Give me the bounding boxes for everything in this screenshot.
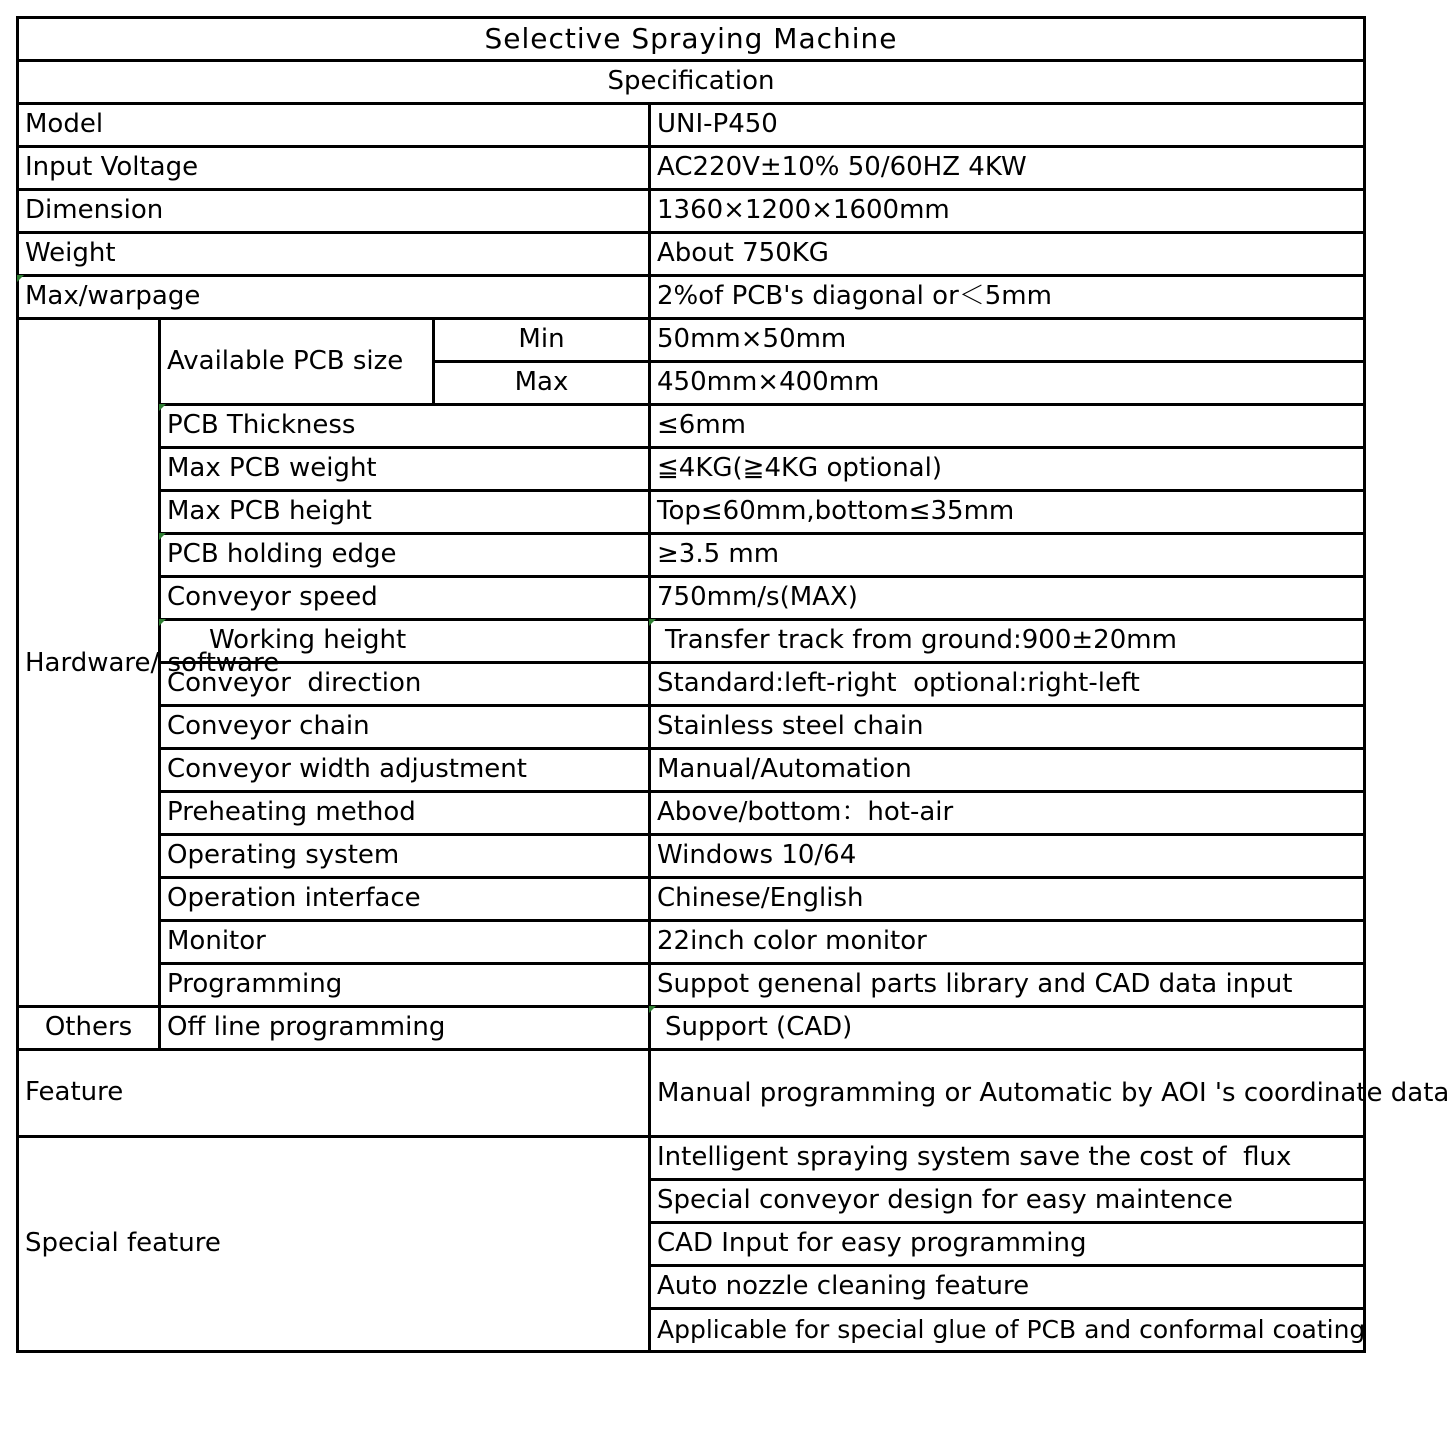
row-label: Max PCB weight bbox=[160, 448, 650, 491]
row-label: Monitor bbox=[160, 921, 650, 964]
table-row bbox=[18, 964, 1365, 1007]
row-label: Input Voltage bbox=[18, 147, 650, 190]
row-value: 750mm/s(MAX) bbox=[650, 577, 1365, 620]
pcb-size-min-label: Min bbox=[434, 319, 650, 362]
row-value: Above/bottom：hot-air bbox=[650, 792, 1365, 835]
title-row bbox=[18, 18, 1365, 61]
row-value: Manual/Automation bbox=[650, 749, 1365, 792]
row-value: ≦4KG(≧4KG optional) bbox=[650, 448, 1365, 491]
row-label: Conveyor direction bbox=[160, 663, 650, 706]
others-group-label: Others bbox=[18, 1007, 160, 1050]
pcb-size-min-value: 50mm×50mm bbox=[650, 319, 1365, 362]
special-feature-item: Special conveyor design for easy maintence bbox=[650, 1180, 1365, 1223]
row-label: Off line programming bbox=[160, 1007, 650, 1050]
row-label: PCB holding edge bbox=[160, 534, 650, 577]
table-row bbox=[18, 534, 1365, 577]
table-row bbox=[18, 104, 1365, 147]
row-label: Model bbox=[18, 104, 650, 147]
row-label: Preheating method bbox=[160, 792, 650, 835]
row-label: Conveyor speed bbox=[160, 577, 650, 620]
table-row bbox=[18, 319, 1365, 362]
table-title: Selective Spraying Machine bbox=[18, 18, 1365, 61]
table-subtitle: Specification bbox=[18, 61, 1365, 104]
row-value: AC220V±10% 50/60HZ 4KW bbox=[650, 147, 1365, 190]
table-row bbox=[18, 878, 1365, 921]
row-value: Chinese/English bbox=[650, 878, 1365, 921]
row-label: Max/warpage bbox=[18, 276, 650, 319]
table-row bbox=[18, 663, 1365, 706]
special-feature-item: Auto nozzle cleaning feature bbox=[650, 1266, 1365, 1309]
table-row bbox=[18, 491, 1365, 534]
special-feature-item: CAD Input for easy programming bbox=[650, 1223, 1365, 1266]
pcb-size-max-label: Max bbox=[434, 362, 650, 405]
table-row bbox=[18, 405, 1365, 448]
table-row bbox=[18, 620, 1365, 663]
row-label: Operation interface bbox=[160, 878, 650, 921]
table-row bbox=[18, 835, 1365, 878]
table-row bbox=[18, 147, 1365, 190]
row-label: Conveyor width adjustment bbox=[160, 749, 650, 792]
table-row bbox=[18, 921, 1365, 964]
row-label: Operating system bbox=[160, 835, 650, 878]
feature-value: Manual programming or Automatic by AOI 's coordinate data bbox=[650, 1050, 1365, 1137]
row-value: ≥3.5 mm bbox=[650, 534, 1365, 577]
row-value: 1360×1200×1600mm bbox=[650, 190, 1365, 233]
row-value: 22inch color monitor bbox=[650, 921, 1365, 964]
row-label: PCB Thickness bbox=[160, 405, 650, 448]
subtitle-row bbox=[18, 61, 1365, 104]
table-row bbox=[18, 276, 1365, 319]
row-value: Standard:left-right optional:right-left bbox=[650, 663, 1365, 706]
table-row bbox=[18, 749, 1365, 792]
spec-table bbox=[16, 16, 1449, 1353]
pcb-size-label: Available PCB size bbox=[160, 319, 434, 405]
hardware-group-label: Hardware/ software bbox=[18, 319, 160, 1007]
row-label: Working height bbox=[160, 620, 650, 663]
special-feature-label: Special feature bbox=[18, 1137, 650, 1352]
row-value: Suppot genenal parts library and CAD data input bbox=[650, 964, 1365, 1007]
table-row bbox=[18, 233, 1365, 276]
feature-label: Feature bbox=[18, 1050, 650, 1137]
row-value: Support (CAD) bbox=[650, 1007, 1365, 1050]
table-row bbox=[18, 706, 1365, 749]
row-value: Stainless steel chain bbox=[650, 706, 1365, 749]
row-value: UNI-P450 bbox=[650, 104, 1365, 147]
row-label: Weight bbox=[18, 233, 650, 276]
row-label: Conveyor chain bbox=[160, 706, 650, 749]
row-label: Dimension bbox=[18, 190, 650, 233]
special-feature-item: Intelligent spraying system save the cost of flux bbox=[650, 1137, 1365, 1180]
table-row bbox=[18, 190, 1365, 233]
table-row bbox=[18, 1050, 1365, 1137]
pcb-size-max-value: 450mm×400mm bbox=[650, 362, 1365, 405]
table-row bbox=[18, 792, 1365, 835]
row-value: Transfer track from ground:900±20mm bbox=[650, 620, 1365, 663]
special-feature-item: Applicable for special glue of PCB and conformal coating bbox=[650, 1309, 1365, 1352]
row-value: Top≤60mm,bottom≤35mm bbox=[650, 491, 1365, 534]
row-label: Programming bbox=[160, 964, 650, 1007]
row-value: 2%of PCB's diagonal or＜5mm bbox=[650, 276, 1365, 319]
table-row bbox=[18, 448, 1365, 491]
table-row bbox=[18, 1007, 1365, 1050]
row-label: Max PCB height bbox=[160, 491, 650, 534]
table-row bbox=[18, 1137, 1365, 1180]
row-value: ≤6mm bbox=[650, 405, 1365, 448]
spec-sheet bbox=[16, 16, 1449, 1353]
row-value: About 750KG bbox=[650, 233, 1365, 276]
table-row bbox=[18, 577, 1365, 620]
row-value: Windows 10/64 bbox=[650, 835, 1365, 878]
